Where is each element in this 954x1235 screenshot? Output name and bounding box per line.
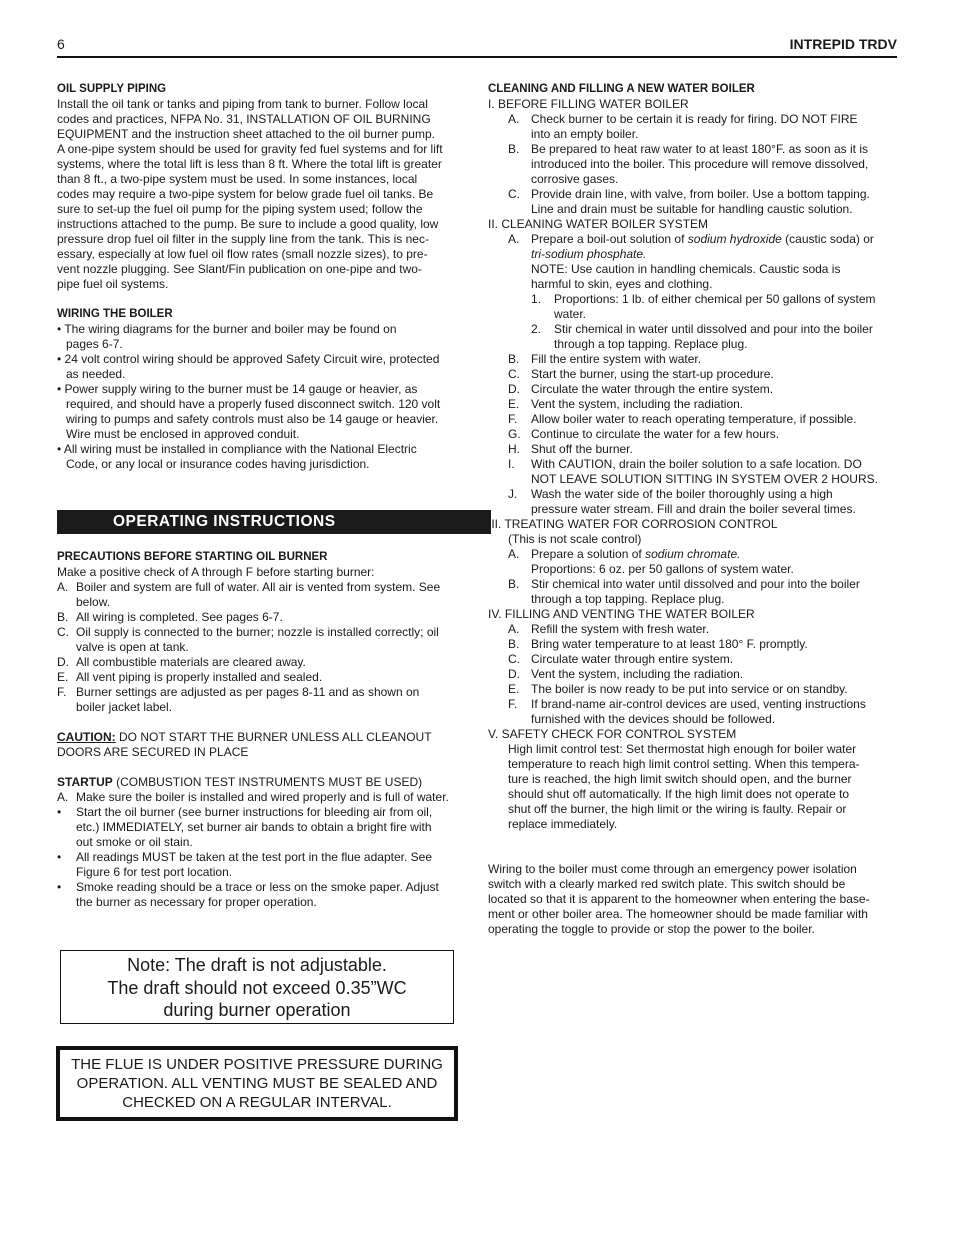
body-line: sure to set-up the fuel oil pump for the piping system used; follow the [57, 202, 423, 216]
section-heading: III. TREATING WATER FOR CORROSION CONTROL [488, 517, 778, 531]
precautions-list [57, 580, 449, 715]
list-item: H. Shut off the burner. [508, 442, 633, 456]
list-item: J. Wash the water side of the boiler thoroughly using a high pressure water stream. Fill and drain the boiler several times. [508, 487, 856, 516]
list-item: F. Allow boiler water to reach operating temperature, if possible. [508, 412, 857, 426]
startup-heading: STARTUP (COMBUSTION TEST INSTRUMENTS MUST BE USED) [57, 775, 423, 789]
list-item: D. Vent the system, including the radiation. [508, 667, 744, 681]
safety-check-body [488, 742, 880, 832]
bullet-line: • The wiring diagrams for the burner and boiler may be found on [57, 322, 397, 336]
body-line: codes and practices, NFPA No. 31, INSTALLATION OF OIL BURNING [57, 112, 431, 126]
body-line: ment or other boiler area. The homeowner should be made familiar with [488, 907, 868, 921]
bullet-line: as needed. [66, 367, 126, 381]
body-line: instructions attached to the pump. Be sure to include a good quality, low [57, 217, 439, 231]
list-item: B. Be prepared to heat raw water to at least 180°F. as soon as it is introduced into the boiler. This procedure will remove dissolved, corrosive gases. [508, 142, 869, 186]
body-line: ture is reached, the high limit switch should open, and the burner [508, 772, 852, 786]
bullet-line: • Power supply wiring to the burner must be 14 gauge or heavier, as [57, 382, 418, 396]
list-item: E. Vent the system, including the radiation. [508, 397, 744, 411]
section-heading: I. BEFORE FILLING WATER BOILER [488, 97, 689, 111]
bullet-line: • All wiring must be installed in compliance with the National Electric [57, 442, 417, 456]
note-line: The draft should not exceed 0.35”WC [107, 977, 407, 998]
body-line: essary, especially at low fuel oil flow rates (small nozzle sizes), to pre- [57, 247, 428, 261]
body-line: should shut off automatically. If the high limit does not operate to [508, 787, 850, 801]
section-note: (This is not scale control) [508, 532, 642, 546]
list-item: A. Prepare a solution of sodium chromate. Proportions: 6 oz. per 50 gallons of system water. [508, 547, 794, 576]
list-item: • All readings MUST be taken at the test port in the flue adapter. See Figure 6 for test port location. [57, 850, 432, 879]
bullet-line: wiring to pumps and safety controls must also be 14 gauge or heavier. [66, 412, 439, 426]
precautions-intro: Make a positive check of A through F before starting burner: [57, 565, 375, 579]
list-item: C. Provide drain line, with valve, from boiler. Use a bottom tapping. Line and drain must be suitable for handling caustic solution. [508, 187, 870, 216]
body-line: than 8 ft., a two-pipe system must be used. In some instances, local [57, 172, 418, 186]
document-title: INTREPID TRDV [789, 36, 897, 52]
page-number: 6 [57, 36, 65, 52]
list-item: E. All vent piping is properly installed and sealed. [57, 670, 323, 684]
bullet-line: Wire must be enclosed in approved conduit. [66, 427, 300, 441]
body-line: High limit control test: Set thermostat high enough for boiler water [508, 742, 857, 756]
body-line: A one-pipe system should be used for gravity fed fuel systems and for lift [57, 142, 443, 156]
list-item: A. Check burner to be certain it is ready for firing. DO NOT FIRE into an empty boiler. [508, 112, 858, 141]
list-item: C. Start the burner, using the start-up procedure. [508, 367, 774, 381]
list-item: A. Make sure the boiler is installed and wired properly and is full of water. [57, 790, 449, 804]
list-item: 2. Stir chemical in water until dissolved and pour into the boiler through a top tapping. Replace plug. [531, 322, 873, 351]
warning-line: OPERATION. ALL VENTING MUST BE SEALED AND [76, 1075, 438, 1092]
list-item: B. Stir chemical into water until dissolved and pour into the boiler through a top tapping. Replace plug. [508, 577, 860, 606]
caution-notice-line2: DOORS ARE SECURED IN PLACE [57, 745, 249, 759]
body-line: pressure drop fuel oil filter in the supply line from the tank. This is nec- [57, 232, 429, 246]
list-item: E. The boiler is now ready to be put into service or on standby. [508, 682, 848, 696]
startup-list [57, 790, 449, 910]
draft-note-box [60, 950, 454, 1024]
list-item: D. Circulate the water through the entire system. [508, 382, 774, 396]
list-item: B. Bring water temperature to at least 180° F. promptly. [508, 637, 808, 651]
list-item: A. Prepare a boil-out solution of sodium hydroxide (caustic soda) or tri-sodium phosphate. NOTE: Use caution in handling chemicals. Caustic soda is harmful to skin, eyes and clothing. [508, 232, 874, 291]
precautions-heading: PRECAUTIONS BEFORE STARTING OIL BURNER [57, 551, 328, 563]
body-line: located so that it is apparent to the homeowner when entering the base- [488, 892, 870, 906]
left-column [57, 82, 449, 910]
body-line: codes may require a two-pipe system for below grade fuel oil tanks. Be [57, 187, 434, 201]
list-item: • Start the oil burner (see burner instructions for bleeding air from oil, etc.) IMMEDIATELY, set burner air bands to obtain a bright fire with out smoke or oil stain. [57, 805, 433, 849]
list-item: C. Circulate water through entire system. [508, 652, 734, 666]
body-line: replace immediately. [508, 817, 618, 831]
cleaning-heading: CLEANING AND FILLING A NEW WATER BOILER [488, 83, 755, 95]
list-item: F. Burner settings are adjusted as per pages 8-11 and as shown on boiler jacket label. [57, 685, 420, 714]
oil-supply-body [57, 97, 449, 292]
wiring-body [57, 322, 449, 472]
body-line: Wiring to the boiler must come through an emergency power isolation [488, 862, 857, 876]
list-item: • Smoke reading should be a trace or less on the smoke paper. Adjust the burner as necessary for proper operation. [57, 880, 439, 909]
warning-line: THE FLUE IS UNDER POSITIVE PRESSURE DURING [71, 1056, 443, 1073]
note-line: Note: The draft is not adjustable. [127, 955, 387, 975]
list-item: G. Continue to circulate the water for a few hours. [508, 427, 780, 441]
list-item: A. Refill the system with fresh water. [508, 622, 710, 636]
body-line: pipe fuel oil systems. [57, 277, 169, 291]
section-heading: IV. FILLING AND VENTING THE WATER BOILER [488, 607, 755, 621]
list-item: F. If brand-name air-control devices are used, venting instructions furnished with the devices should be followed. [508, 697, 866, 726]
bullet-line: pages 6-7. [66, 337, 123, 351]
list-item: B. Fill the entire system with water. [508, 352, 702, 366]
list-item: C. Oil supply is connected to the burner; nozzle is installed correctly; oil valve is open at tank. [57, 625, 439, 654]
body-line: systems, where the total lift is less than 8 ft. Where the total lift is greater [57, 157, 442, 171]
body-line: EQUIPMENT and the instruction sheet attached to the oil burner pump. [57, 127, 435, 141]
page-header [57, 36, 897, 58]
note-line: during burner operation [163, 1000, 351, 1020]
section-heading: V. SAFETY CHECK FOR CONTROL SYSTEM [488, 727, 737, 741]
list-item: B. All wiring is completed. See pages 6-7. [57, 610, 283, 624]
list-item: I. With CAUTION, drain the boiler solution to a safe location. DO NOT LEAVE SOLUTION SITTING IN SYSTEM OVER 2 HOURS. [508, 457, 878, 486]
body-line: operating the toggle to provide or stop the power to the boiler. [488, 922, 815, 936]
body-line: vent nozzle plugging. See Slant/Fin publication on one-pipe and two- [57, 262, 422, 276]
section-heading: II. CLEANING WATER BOILER SYSTEM [488, 217, 709, 231]
bullet-line: required, and should have a properly fused disconnect switch. 120 volt [66, 397, 441, 411]
caution-notice: CAUTION: DO NOT START THE BURNER UNLESS ALL CLEANOUT [57, 730, 432, 744]
list-item: A. Boiler and system are full of water. All air is vented from system. See below. [57, 580, 441, 609]
oil-supply-heading: OIL SUPPLY PIPING [57, 83, 167, 95]
list-item: D. All combustible materials are cleared away. [57, 655, 306, 669]
body-line: switch with a clearly marked red switch plate. This switch should be [488, 877, 846, 891]
list-item: 1. Proportions: 1 lb. of either chemical per 50 gallons of system water. [531, 292, 876, 321]
body-line: temperature to reach high limit control setting. When this tempera- [508, 757, 860, 771]
power-isolation-paragraph [488, 862, 880, 937]
wiring-heading: WIRING THE BOILER [57, 308, 173, 320]
warning-line: CHECKED ON A REGULAR INTERVAL. [122, 1094, 392, 1111]
right-column [488, 82, 880, 937]
operating-instructions-banner: OPERATING INSTRUCTIONS [57, 510, 491, 534]
bullet-line: Code, or any local or insurance codes having jurisdiction. [66, 457, 370, 471]
body-line: Install the oil tank or tanks and piping from tank to burner. Follow local [57, 97, 428, 111]
body-line: shut off the burner, the high limit or the wiring is faulty. Repair or [508, 802, 847, 816]
bullet-line: • 24 volt control wiring should be approved Safety Circuit wire, protected [57, 352, 440, 366]
flue-warning-box [56, 1046, 458, 1121]
